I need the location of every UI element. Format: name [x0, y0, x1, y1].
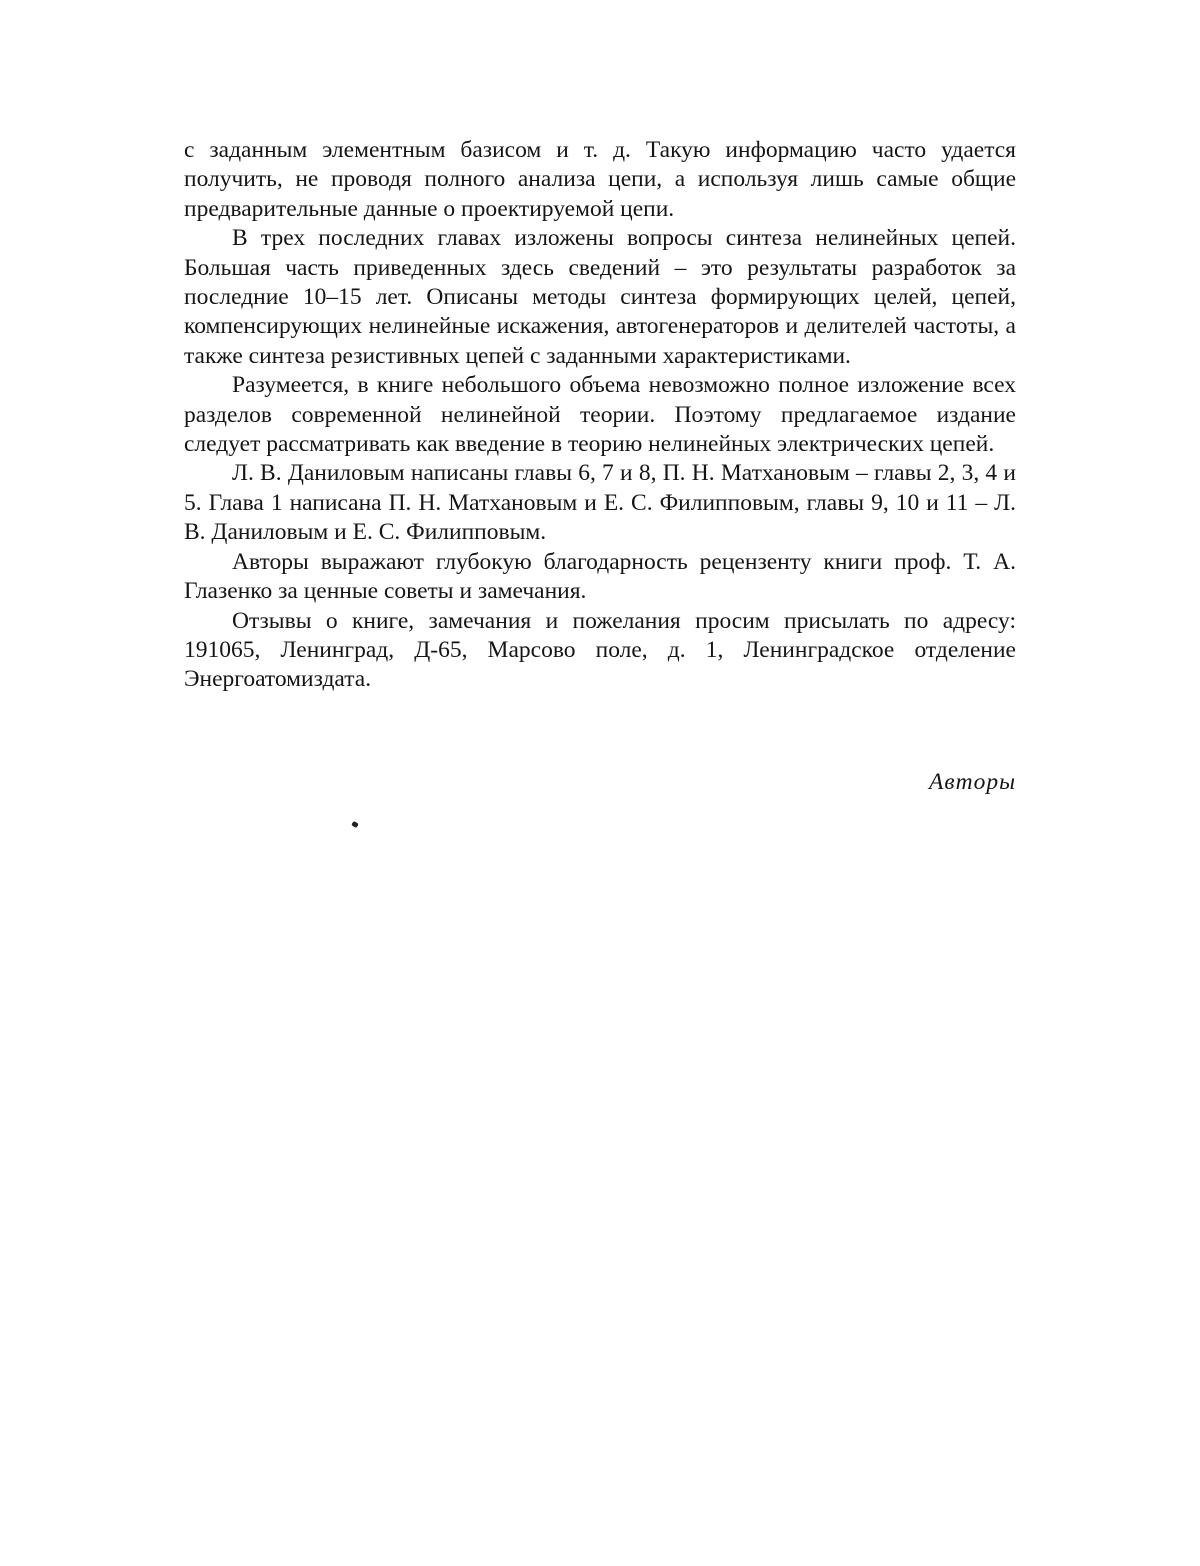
- paragraph-feedback-address: Отзывы о книге, замечания и пожелания просим присылать по адресу: 191065, Ленинград, Д-65, Марсово поле, д. 1, Ленинградское отделение Энергоатомиздата.: [184, 607, 1016, 693]
- body-text: [184, 136, 1016, 695]
- paragraph-authorship: Л. В. Даниловым написаны главы 6, 7 и 8, П. Н. Матхановым – главы 2, 3, 4 и 5. Глава 1 написана П. Н. Матхановым и Е. С. Филипповым, главы 9, 10 и 11 – Л. В. Даниловым и Е. С. Филипповым.: [184, 460, 1016, 546]
- paragraph-acknowledgement: Авторы выражают глубокую благодарность рецензенту книги проф. Т. А. Глазенко за ценные советы и замечания.: [184, 548, 1016, 605]
- scan-speck: [351, 821, 359, 828]
- paragraph-continuation: с заданным элементным базисом и т. д. Такую информацию часто удается получить, не проводя полного анализа цепи, а используя лишь самые общие предварительные данные о проектируемой цепи.: [184, 137, 1016, 222]
- paragraph-synthesis-chapters: В трех последних главах изложены вопросы синтеза нелинейных цепей. Большая часть приведенных здесь сведений – это результаты разработок за последние 10–15 лет. Описаны методы синтеза формирующих целей, цепей, компенсирующих нелинейные искажения, автогенераторов и делителей частоты, а также синтеза резистивных цепей с заданными характеристиками.: [184, 225, 1016, 369]
- paragraph-scope-note: Разумеется, в книге небольшого объема невозможно полное изложение всех разделов современной нелинейной теории. Поэтому предлагаемое издание следует рассматривать как введение в теорию нелинейных электрических цепей.: [184, 372, 1016, 458]
- signature-authors: Авторы: [929, 769, 1016, 795]
